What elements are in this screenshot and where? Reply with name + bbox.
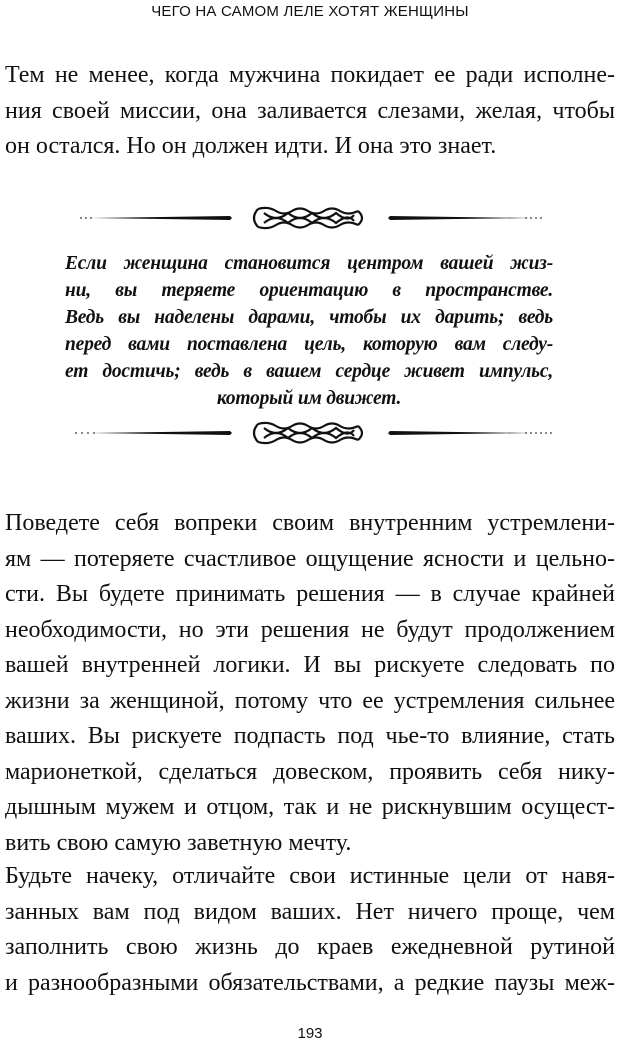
page-number: 193	[297, 1025, 323, 1042]
paragraph-1	[5, 58, 615, 165]
text-line: занных вам под видом ваших. Нет ничего проще, чем	[5, 898, 615, 925]
text-line: вить свою самую заветную мечту.	[5, 829, 352, 856]
text-line: заполнить свою жизнь до краев ежедневной рутиной	[5, 934, 615, 960]
running-header: ЧЕГО НА САМОМ ЛЕЛЕ ХОТЯТ ЖЕНЩИНЫ	[151, 3, 469, 20]
text-line: марионеткой, сделаться довеском, проявить себя нику-	[5, 758, 615, 785]
paragraph-3	[5, 859, 615, 1001]
text-line: вашей внутренней логики. И вы рискуете следовать по	[5, 652, 615, 678]
highlighted-quote	[65, 250, 553, 412]
text-line: Тем не менее, когда мужчина покидает ее ради исполне-	[5, 62, 615, 88]
quote-line: перед вами поставлена цель, которую вам следу-	[65, 334, 553, 355]
quote-line: ет достичь; ведь в вашем сердце живет импульс,	[65, 361, 553, 382]
text-line: Будьте начеку, отличайте свои истинные цели от навя-	[5, 863, 615, 889]
text-line: и разнообразными обязательствами, а редкие паузы меж-	[5, 969, 615, 996]
text-line: ния своей миссии, она заливается слезами, желая, чтобы	[5, 97, 615, 124]
celtic-knot-ornament-icon	[0, 203, 620, 233]
text-line: Поведете себя вопреки своим внутренним устремлени-	[5, 510, 615, 536]
quote-line: который им движет.	[216, 388, 402, 409]
quote-line: ни, вы теряете ориентацию в пространстве.	[65, 280, 553, 301]
celtic-knot-ornament-icon	[0, 418, 620, 448]
paragraph-2	[5, 506, 615, 861]
quote-line: Ведь вы наделены дарами, чтобы их дарить; ведь	[65, 307, 553, 328]
quote-line: Если женщина становится центром вашей жиз-	[65, 253, 553, 274]
text-line: жизни за женщиной, потому что ее устремления сильнее	[5, 687, 615, 714]
text-line: ям — потеряете счастливое ощущение ясности и цельно-	[5, 545, 615, 572]
text-line: дышным мужем и отцом, так и не рискнувшим осущест-	[5, 794, 615, 820]
text-line: сти. Вы будете принимать решения — в случае крайней	[5, 581, 615, 607]
text-line: он остался. Но он должен идти. И она это знает.	[5, 133, 497, 159]
text-line: ваших. Вы рискуете подпасть под чье-то влияние, стать	[5, 723, 615, 749]
text-line: необходимости, но эти решения не будут продолжением	[5, 616, 615, 643]
